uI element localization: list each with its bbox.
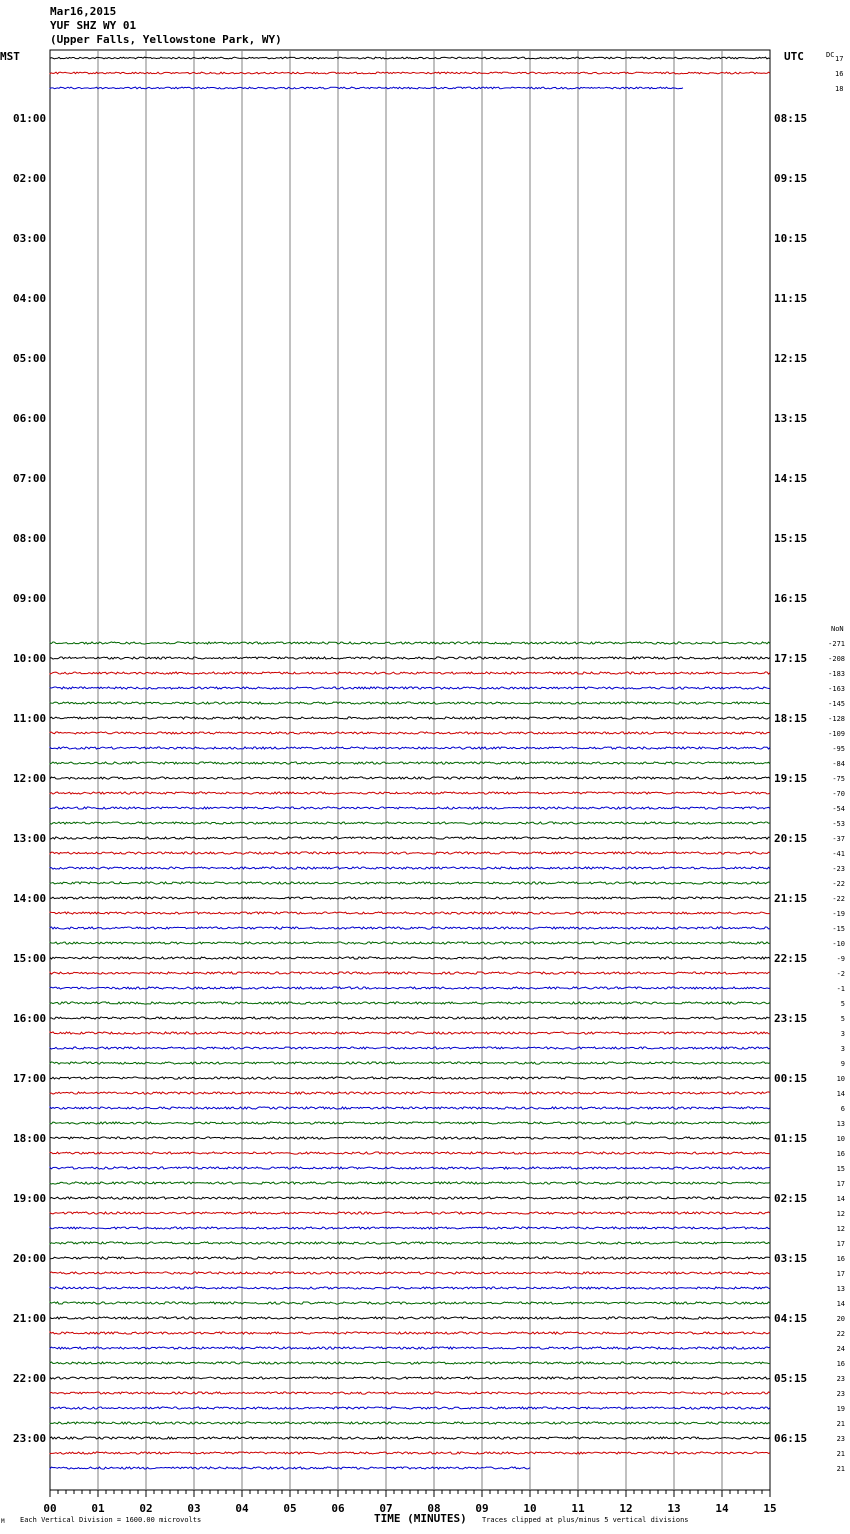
trace-value: -54: [832, 805, 845, 813]
trace-value: 17: [835, 55, 844, 63]
left-hour-label: 02:00: [13, 172, 47, 185]
dc-label: DC: [826, 51, 835, 59]
trace-line: [50, 1302, 770, 1304]
x-tick-label: 10: [523, 1502, 537, 1515]
trace-value: 13: [836, 1120, 845, 1128]
trace-value: 20: [836, 1315, 845, 1323]
trace-value: -15: [832, 925, 845, 933]
right-hour-label: 14:15: [774, 472, 808, 485]
trace-value: 3: [840, 1030, 845, 1038]
x-tick-label: 03: [187, 1502, 201, 1515]
trace-line: [50, 762, 770, 764]
trace-line: [50, 87, 683, 89]
left-hour-label: 17:00: [13, 1072, 47, 1085]
trace-value: 22: [836, 1330, 845, 1338]
trace-line: [50, 1077, 770, 1079]
trace-line: [50, 957, 770, 959]
trace-line: [50, 1317, 770, 1319]
trace-line: [50, 1257, 770, 1259]
right-zone-label: UTC: [784, 50, 804, 63]
date-label: Mar16,2015: [50, 5, 117, 18]
trace-value: 23: [836, 1375, 845, 1383]
x-tick-label: 00: [43, 1502, 57, 1515]
trace-value: 12: [836, 1210, 845, 1218]
trace-line: [50, 1152, 770, 1154]
trace-value: 5: [840, 1015, 845, 1023]
trace-line: [50, 1182, 770, 1184]
left-hour-label: 15:00: [13, 952, 47, 965]
left-hour-label: 16:00: [13, 1012, 47, 1025]
x-tick-label: 05: [283, 1502, 297, 1515]
x-tick-label: 11: [571, 1502, 585, 1515]
trace-value: -19: [832, 910, 845, 918]
scale-note: Each Vertical Division = 1600.00 microvolts: [20, 1516, 202, 1524]
right-hour-label: 04:15: [774, 1312, 808, 1325]
left-hour-label: 19:00: [13, 1192, 47, 1205]
trace-value: 24: [836, 1345, 845, 1353]
trace-line: [50, 912, 770, 914]
x-tick-label: 08: [427, 1502, 441, 1515]
left-hour-label: 11:00: [13, 712, 47, 725]
trace-line: [50, 927, 770, 929]
trace-value: 18: [835, 85, 844, 93]
trace-line: [50, 1197, 770, 1199]
trace-line: [50, 1092, 770, 1094]
trace-value: -95: [832, 745, 845, 753]
right-hour-label: 21:15: [774, 892, 808, 905]
trace-line: [50, 777, 770, 779]
x-tick-label: 15: [763, 1502, 777, 1515]
right-hour-label: 13:15: [774, 412, 808, 425]
trace-line: [50, 732, 770, 734]
trace-value: -1: [836, 985, 845, 993]
trace-line: [50, 1377, 770, 1379]
right-hour-label: 12:15: [774, 352, 808, 365]
trace-value: 16: [836, 1150, 845, 1158]
trace-value: 9: [840, 1060, 845, 1068]
trace-value: 15: [836, 1165, 845, 1173]
trace-line: [50, 1122, 770, 1124]
left-hour-label: 09:00: [13, 592, 47, 605]
trace-value: 16: [835, 70, 844, 78]
right-hour-label: 01:15: [774, 1132, 808, 1145]
trace-value: -84: [832, 760, 845, 768]
left-hour-label: 20:00: [13, 1252, 47, 1265]
left-hour-label: 23:00: [13, 1432, 47, 1445]
trace-line: [50, 72, 770, 74]
trace-value: 23: [836, 1435, 845, 1443]
trace-line: [50, 642, 770, 644]
trace-value: 10: [836, 1135, 845, 1143]
trace-line: [50, 1422, 770, 1424]
left-hour-label: 12:00: [13, 772, 47, 785]
right-hour-label: 23:15: [774, 1012, 808, 1025]
right-hour-label: 02:15: [774, 1192, 808, 1205]
left-hour-label: 01:00: [13, 112, 47, 125]
trace-value: 21: [836, 1420, 845, 1428]
trace-value: 10: [836, 1075, 845, 1083]
trace-value: 19: [836, 1405, 845, 1413]
left-hour-label: 18:00: [13, 1132, 47, 1145]
trace-line: [50, 1452, 770, 1454]
left-hour-label: 22:00: [13, 1372, 47, 1385]
trace-line: [50, 1347, 770, 1349]
trace-line: [50, 867, 770, 869]
trace-value: -109: [828, 730, 845, 738]
right-hour-label: 00:15: [774, 1072, 808, 1085]
trace-value: -70: [832, 790, 845, 798]
trace-line: [50, 1272, 770, 1274]
location-label: (Upper Falls, Yellowstone Park, WY): [50, 33, 282, 46]
trace-value: -10: [832, 940, 845, 948]
left-hour-label: 10:00: [13, 652, 47, 665]
trace-value: 13: [836, 1285, 845, 1293]
trace-value: -145: [828, 700, 845, 708]
trace-line: [50, 1392, 770, 1394]
x-tick-label: 13: [667, 1502, 681, 1515]
trace-line: [50, 687, 770, 689]
trace-line: [50, 852, 770, 854]
trace-value: 12: [836, 1225, 845, 1233]
trace-line: [50, 897, 770, 899]
trace-value: -163: [828, 685, 845, 693]
x-tick-label: 02: [139, 1502, 153, 1515]
trace-value: 23: [836, 1390, 845, 1398]
right-hour-label: 19:15: [774, 772, 808, 785]
trace-line: [50, 57, 770, 59]
trace-value: 5: [840, 1000, 845, 1008]
trace-line: [50, 1107, 770, 1109]
x-tick-label: 06: [331, 1502, 345, 1515]
right-hour-label: 09:15: [774, 172, 808, 185]
left-hour-label: 03:00: [13, 232, 47, 245]
trace-value: -75: [832, 775, 845, 783]
trace-value: 17: [836, 1180, 845, 1188]
trace-value: -128: [828, 715, 845, 723]
trace-line: [50, 942, 770, 944]
non-label: NoN: [831, 625, 844, 633]
trace-line: [50, 987, 770, 989]
x-tick-label: 07: [379, 1502, 393, 1515]
trace-value: -183: [828, 670, 845, 678]
left-hour-label: 08:00: [13, 532, 47, 545]
trace-line: [50, 1167, 770, 1169]
trace-line: [50, 1137, 770, 1139]
trace-value: 3: [840, 1045, 845, 1053]
trace-line: [50, 1047, 770, 1049]
right-hour-label: 22:15: [774, 952, 808, 965]
trace-line: [50, 792, 770, 794]
x-tick-label: 01: [91, 1502, 105, 1515]
left-hour-label: 21:00: [13, 1312, 47, 1325]
left-hour-label: 07:00: [13, 472, 47, 485]
trace-line: [50, 702, 770, 704]
trace-value: -22: [832, 895, 845, 903]
x-axis-title: TIME (MINUTES): [374, 1512, 467, 1525]
right-hour-label: 11:15: [774, 292, 808, 305]
right-hour-label: 15:15: [774, 532, 808, 545]
right-hour-label: 03:15: [774, 1252, 808, 1265]
trace-line: [50, 1002, 770, 1004]
left-hour-label: 13:00: [13, 832, 47, 845]
trace-value: -53: [832, 820, 845, 828]
trace-line: [50, 747, 770, 749]
trace-value: 6: [840, 1105, 845, 1113]
trace-value: 16: [836, 1255, 845, 1263]
right-hour-label: 18:15: [774, 712, 808, 725]
trace-value: 14: [836, 1090, 845, 1098]
right-hour-label: 08:15: [774, 112, 808, 125]
trace-value: -23: [832, 865, 845, 873]
trace-line: [50, 1062, 770, 1064]
trace-value: -37: [832, 835, 845, 843]
trace-value: 14: [836, 1195, 845, 1203]
trace-value: -271: [828, 640, 845, 648]
x-tick-label: 04: [235, 1502, 249, 1515]
trace-value: -2: [836, 970, 845, 978]
trace-value: 17: [836, 1240, 845, 1248]
station-label: YUF SHZ WY 01: [50, 19, 137, 32]
left-hour-label: 14:00: [13, 892, 47, 905]
trace-value: 16: [836, 1360, 845, 1368]
right-hour-label: 06:15: [774, 1432, 808, 1445]
trace-line: [50, 1407, 770, 1409]
trace-line: [50, 1017, 770, 1019]
right-hour-label: 16:15: [774, 592, 808, 605]
trace-line: [50, 1437, 770, 1439]
left-zone-label: MST: [0, 50, 20, 63]
trace-line: [50, 822, 770, 824]
right-hour-label: 20:15: [774, 832, 808, 845]
trace-line: [50, 717, 770, 719]
clip-note: Traces clipped at plus/minus 5 vertical divisions: [482, 1516, 689, 1524]
trace-line: [50, 807, 770, 809]
trace-value: -41: [832, 850, 845, 858]
left-hour-label: 05:00: [13, 352, 47, 365]
trace-line: [50, 1362, 770, 1364]
trace-value: -208: [828, 655, 845, 663]
trace-value: -9: [836, 955, 845, 963]
trace-line: [50, 972, 770, 974]
trace-line: [50, 1242, 770, 1244]
left-hour-label: 04:00: [13, 292, 47, 305]
trace-line: [50, 882, 770, 884]
trace-line: [50, 672, 770, 674]
right-hour-label: 17:15: [774, 652, 808, 665]
trace-line: [50, 1227, 770, 1229]
trace-line: [50, 657, 770, 659]
trace-line: [50, 1332, 770, 1334]
x-tick-label: 12: [619, 1502, 633, 1515]
trace-value: 21: [836, 1450, 845, 1458]
trace-value: 21: [836, 1465, 845, 1473]
trace-value: 17: [836, 1270, 845, 1278]
x-tick-label: 09: [475, 1502, 489, 1515]
trace-line: [50, 837, 770, 839]
left-hour-label: 06:00: [13, 412, 47, 425]
trace-value: -22: [832, 880, 845, 888]
corner-mark: M: [1, 1518, 5, 1525]
right-hour-label: 05:15: [774, 1372, 808, 1385]
trace-line: [50, 1032, 770, 1034]
trace-line: [50, 1287, 770, 1289]
right-hour-label: 10:15: [774, 232, 808, 245]
x-tick-label: 14: [715, 1502, 729, 1515]
trace-value: 14: [836, 1300, 845, 1308]
trace-line: [50, 1212, 770, 1214]
